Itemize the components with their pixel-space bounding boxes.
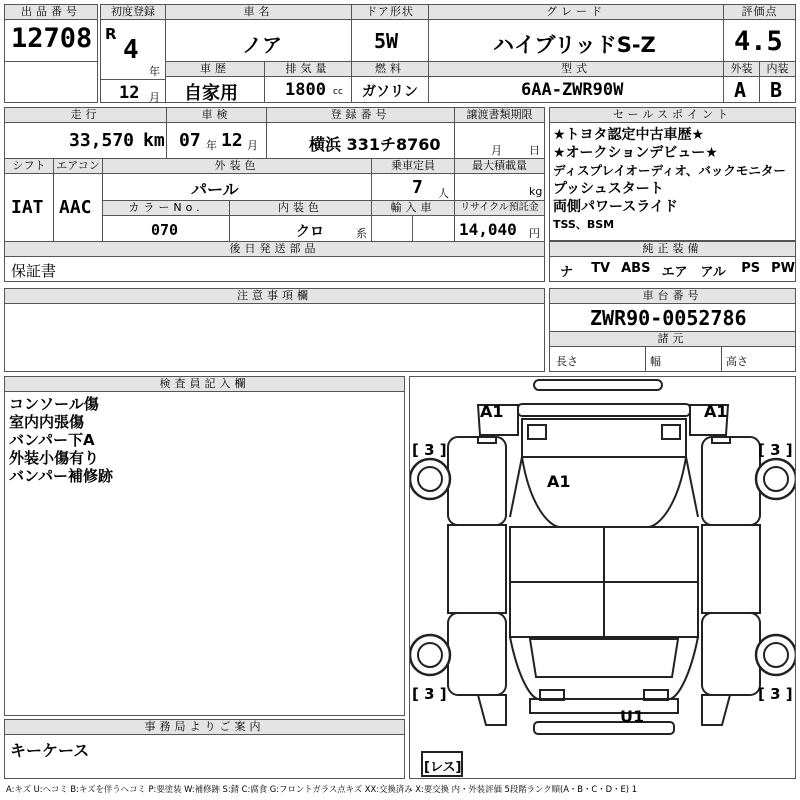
car-name-header: 車名 xyxy=(165,4,352,20)
door-type-header: ドア形状 xyxy=(351,4,429,20)
door-type-cell xyxy=(351,4,429,62)
grade-header: グレード xyxy=(428,4,724,20)
interior-color-header: 内装色 xyxy=(229,200,372,216)
inspector-note: バンパー補修跡 xyxy=(9,467,113,485)
lot-number-sub-cell xyxy=(4,61,98,103)
equipment-item: アル xyxy=(700,265,726,280)
chassis-cell xyxy=(549,288,796,372)
damage-mark: U1 xyxy=(620,707,645,726)
history: 自家用 xyxy=(184,83,238,103)
notes-header: 注意事項欄 xyxy=(4,288,545,304)
office-notice-cell xyxy=(4,719,405,779)
model-header: 型式 xyxy=(428,61,724,77)
chassis-header: 車台番号 xyxy=(549,288,796,304)
damage-mark: A1 xyxy=(480,402,504,421)
notes-cell xyxy=(4,288,545,372)
max-load-unit: kg xyxy=(529,185,543,198)
displacement-header: 排気量 xyxy=(264,61,352,77)
equipment-item: エア xyxy=(661,265,688,280)
first-reg-year: 4 xyxy=(123,35,139,65)
history-cell xyxy=(165,61,265,103)
left-front-door xyxy=(448,437,506,525)
tire-rating: [ 3 ] xyxy=(412,441,447,459)
sales-point: ★トヨタ認定中古車歴★ xyxy=(553,127,705,143)
color-number-cell xyxy=(102,200,230,242)
shift-header: シフト xyxy=(4,158,54,174)
chassis-number: ZWR90-0052786 xyxy=(590,306,747,330)
equipment-item: PS xyxy=(741,261,761,276)
fuel-cell xyxy=(351,61,429,103)
car-name-cell xyxy=(165,4,352,62)
damage-mark: A1 xyxy=(547,472,571,491)
interior-grade-cell xyxy=(759,61,796,103)
aircon-header: エアコン xyxy=(53,158,103,174)
sales-point: 両側パワースライド xyxy=(553,199,678,215)
registration-header: 登録番号 xyxy=(266,107,455,123)
interior-color: クロ xyxy=(296,224,324,240)
width-label: 幅 xyxy=(650,355,661,368)
inspector-notes-header: 検査員記入欄 xyxy=(4,376,405,392)
left-quarter xyxy=(448,613,506,695)
exterior-grade-header: 外装 xyxy=(723,61,760,77)
mileage-cell xyxy=(4,107,167,159)
model: 6AA-ZWR90W xyxy=(521,80,624,100)
score: 4.5 xyxy=(734,26,783,57)
history-header: 車歴 xyxy=(165,61,265,77)
mileage: 33,570 xyxy=(69,130,135,151)
delivery-parts: 保証書 xyxy=(11,262,57,280)
inspection-year: 07 xyxy=(179,130,201,151)
inspector-note: 外装小傷有り xyxy=(9,449,100,467)
equipment-item: ABS xyxy=(621,261,651,276)
rear-bumper xyxy=(530,699,678,713)
exterior-grade-cell xyxy=(723,61,760,103)
import-header: 輸入車 xyxy=(371,200,455,216)
sales-points-list xyxy=(553,126,786,234)
inspection-year-unit: 年 xyxy=(206,139,217,152)
aircon: AAC xyxy=(59,197,92,218)
car-name: ノア xyxy=(242,33,282,57)
first-reg-month: 12 xyxy=(119,83,140,103)
capacity-unit: 人 xyxy=(438,187,449,200)
inspection-month-unit: 月 xyxy=(247,139,258,152)
fuel: ガソリン xyxy=(362,84,418,100)
spare-tire-rating: [レス] xyxy=(424,760,462,775)
inspection-month: 12 xyxy=(221,130,243,151)
sales-points-header: セールスポイント xyxy=(549,107,796,123)
car-diagram xyxy=(410,377,796,779)
office-notice-header: 事務局よりご案内 xyxy=(4,719,405,735)
tire-rear-right xyxy=(756,635,796,675)
color-number: 070 xyxy=(151,221,179,239)
tire-rating: [ 3 ] xyxy=(412,685,447,703)
inspector-note: バンパー下A xyxy=(9,431,95,449)
tire-rating: [ 3 ] xyxy=(758,441,793,459)
sales-point: ディスプレイオーディオ、バックモニター xyxy=(553,163,786,178)
tire-rating: [ 3 ] xyxy=(758,685,793,703)
length-label: 長さ xyxy=(556,355,578,368)
transfer-day-unit: 日 xyxy=(529,144,540,157)
inspector-note: コンソール傷 xyxy=(9,395,99,413)
lot-number-header: 出品番号 xyxy=(4,4,98,20)
delivery-parts-header: 後日発送部品 xyxy=(4,241,545,257)
sales-points-cell xyxy=(549,107,796,241)
height-label: 高さ xyxy=(726,355,748,368)
lot-number-cell xyxy=(4,4,98,62)
year-unit: 年 xyxy=(149,65,160,78)
first-registration-cell xyxy=(100,4,166,103)
max-load-header: 最大積載量 xyxy=(454,158,545,174)
equipment-cell xyxy=(549,241,796,282)
equipment-item: PW xyxy=(771,261,795,276)
delivery-parts-cell xyxy=(4,241,545,282)
registration-cell xyxy=(266,107,455,159)
grade-cell xyxy=(428,4,724,62)
displacement: 1800 xyxy=(285,80,326,100)
recycle-amount: 14,040 xyxy=(459,220,517,239)
fuel-header: 燃料 xyxy=(351,61,429,77)
damage-mark: A1 xyxy=(704,402,728,421)
legend: A:キズ U:ヘコミ B:キズを伴うヘコミ P:要塗装 W:補修跡 S:錆 C:腐食 G:フロントガラス点キズ XX:交換済み X:要交換 内・外装評価 5段階ランク順(A・B・C・D・E) 1 xyxy=(6,784,638,794)
exterior-grade: A xyxy=(734,78,747,102)
registration-number: 横浜 331チ8760 xyxy=(309,135,441,154)
tire-rear-left xyxy=(410,635,450,675)
score-header: 評価点 xyxy=(723,4,796,20)
sales-point: ★オークションデビュー★ xyxy=(553,145,718,161)
recycle-cell xyxy=(454,200,545,242)
inspection-header: 車検 xyxy=(166,107,267,123)
grade: ハイブリッドS-Z xyxy=(493,33,656,57)
tire-front-right xyxy=(756,459,796,499)
dimensions-header: 諸元 xyxy=(549,331,796,347)
exterior-color-cell xyxy=(102,158,372,201)
inspector-notes-list xyxy=(9,395,113,485)
transfer-deadline-header: 譲渡書類期限 xyxy=(454,107,545,123)
exterior-color: パール xyxy=(191,180,239,199)
interior-grade: B xyxy=(770,78,783,102)
front-bumper xyxy=(534,380,662,390)
first-registration-header: 初度登録 xyxy=(100,4,166,20)
score-cell xyxy=(723,4,796,62)
body-top xyxy=(522,457,686,527)
capacity: 7 xyxy=(412,177,423,198)
rear-window xyxy=(530,639,678,677)
aircon-cell xyxy=(53,158,103,242)
car-diagram-cell xyxy=(409,376,796,779)
model-cell xyxy=(428,61,724,103)
right-front-door xyxy=(702,437,760,525)
equipment-item: TV xyxy=(591,261,611,276)
inspection-cell xyxy=(166,107,267,159)
capacity-cell xyxy=(371,158,455,201)
interior-color-unit: 系 xyxy=(356,227,367,240)
right-rear-door xyxy=(702,525,760,613)
mileage-unit: km xyxy=(143,130,165,151)
displacement-cell xyxy=(264,61,352,103)
inspector-note: 室内内張傷 xyxy=(9,413,85,431)
roof xyxy=(518,404,690,416)
displacement-unit: cc xyxy=(333,87,343,97)
interior-grade-header: 内装 xyxy=(759,61,796,77)
equipment-item: ナ xyxy=(560,265,574,280)
office-notice: キーケース xyxy=(10,741,90,760)
rear-body xyxy=(510,637,698,699)
recycle-header: リサイクル預託金 xyxy=(454,200,545,216)
era-letter: R xyxy=(105,25,117,43)
import-cell xyxy=(371,200,455,242)
rear-lower-bumper xyxy=(534,722,674,734)
transfer-month-unit: 月 xyxy=(491,144,502,157)
equipment-list xyxy=(560,261,795,282)
inspector-notes-cell xyxy=(4,376,405,716)
color-number-header: カラーNo. xyxy=(102,200,230,216)
lot-number: 12708 xyxy=(11,23,93,54)
equipment-header: 純正装備 xyxy=(549,241,796,257)
left-rear-door xyxy=(448,525,506,613)
door-type: 5W xyxy=(374,29,399,53)
exterior-color-header: 外装色 xyxy=(102,158,372,174)
month-unit: 月 xyxy=(149,91,160,103)
capacity-header: 乗車定員 xyxy=(371,158,455,174)
interior-color-cell xyxy=(229,200,372,242)
shift: IAT xyxy=(11,197,44,218)
mileage-header: 走行 xyxy=(4,107,167,123)
max-load-cell xyxy=(454,158,545,201)
shift-cell xyxy=(4,158,54,242)
right-quarter xyxy=(702,613,760,695)
sales-point: プッシュスタート xyxy=(553,181,664,197)
tire-front-left xyxy=(410,459,450,499)
transfer-deadline-cell xyxy=(454,107,545,159)
recycle-unit: 円 xyxy=(529,227,540,240)
sales-point: TSS、BSM xyxy=(553,218,615,231)
